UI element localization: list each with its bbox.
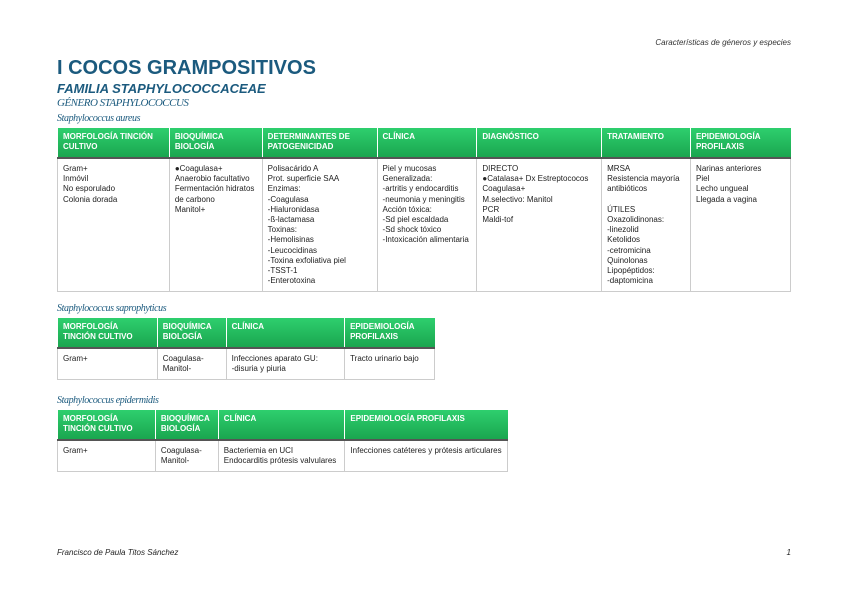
- cell-line: -neumonia y meningitis: [382, 194, 465, 204]
- cell-line: Llegada a vagina: [696, 194, 757, 204]
- cell-line: -Sd shock tóxico: [382, 225, 442, 235]
- cell-line: Toxinas:: [267, 225, 298, 235]
- cell-line: Gram+: [63, 446, 88, 455]
- table-cell: [477, 158, 602, 292]
- cell-line: DIRECTO: [482, 164, 519, 173]
- cell-line: -Sd piel escaldada: [382, 215, 449, 225]
- column-header: CLÍNICA: [218, 410, 345, 440]
- cell-line: Oxazolidinonas:: [607, 215, 665, 224]
- cell-line: -Toxina exfoliativa piel: [267, 255, 346, 265]
- table-cell: [58, 158, 170, 292]
- column-header: CLÍNICA: [226, 318, 344, 348]
- cell-line: MRSA: [607, 164, 631, 173]
- cell-line: Generalizada:: [382, 174, 433, 184]
- cell-line: ●Catalasa+ Dx Estreptococos: [482, 174, 589, 184]
- species-heading: Staphylococcus aureus: [57, 113, 141, 124]
- cell-line: Piel y mucosas: [382, 164, 437, 173]
- cell-line: Colonia dorada: [63, 194, 118, 204]
- cell-line: Maldi-tof: [482, 215, 514, 225]
- column-header: MORFOLOGÍA TINCIÓN CULTIVO: [58, 128, 170, 158]
- cell-line: Manitol-: [162, 364, 192, 374]
- column-header: BIOQUÍMICA BIOLOGÍA: [155, 410, 218, 440]
- cell-line: [607, 195, 685, 205]
- footer-author: Francisco de Paula Titos Sánchez: [57, 548, 179, 557]
- page-number: 1: [786, 548, 791, 557]
- cell-line: Lecho ungueal: [696, 184, 749, 194]
- table-row: [58, 158, 791, 292]
- cell-line: -ß-lactamasa: [267, 215, 315, 225]
- table-cell: [155, 440, 218, 472]
- cell-line: Resistencia mayoría antibióticos: [607, 174, 680, 194]
- cell-line: Piel: [696, 174, 710, 184]
- table-cell: [345, 348, 435, 380]
- column-header: BIOQUÍMICA BIOLOGÍA: [169, 128, 262, 158]
- cell-line: Lipopéptidos:: [607, 266, 655, 276]
- cell-line: Gram+: [63, 164, 88, 173]
- cell-line: Manitol+: [174, 204, 206, 214]
- running-header: Características de géneros y especies: [655, 38, 791, 47]
- column-header: MORFOLOGÍA TINCIÓN CULTIVO: [58, 318, 158, 348]
- column-header: DIAGNÓSTICO: [477, 128, 602, 158]
- cell-line: Prot. superficie SAA: [267, 174, 340, 184]
- cell-line: Inmóvil: [63, 174, 89, 184]
- cell-line: ●Coagulasa+: [174, 164, 223, 173]
- cell-line: -daptomicina: [607, 276, 653, 286]
- table-cell: [157, 348, 226, 380]
- cell-line: -Hemolisinas: [267, 235, 314, 245]
- table-cell: [262, 158, 377, 292]
- cell-line: PCR: [482, 204, 500, 214]
- table-cell: [345, 440, 508, 472]
- cell-line: Infecciones aparato GU:: [231, 354, 318, 363]
- table-cell: [602, 158, 691, 292]
- table-row: [58, 440, 508, 472]
- cell-line: Tracto urinario bajo: [350, 354, 419, 363]
- cell-line: Coagulasa-: [160, 446, 202, 455]
- cell-line: Manitol-: [160, 456, 190, 466]
- cell-line: Anaerobio facultativo: [174, 174, 250, 184]
- table-cell: [218, 440, 345, 472]
- table-cell: [58, 348, 158, 380]
- cell-line: Narinas anteriores: [696, 164, 762, 173]
- table-cell: [691, 158, 791, 292]
- cell-line: -Hialuronidasa: [267, 204, 320, 214]
- species-heading: Staphylococcus epidermidis: [57, 395, 159, 406]
- column-header: TRATAMIENTO: [602, 128, 691, 158]
- cell-line: -Intoxicación alimentaria: [382, 235, 469, 245]
- column-header: EPIDEMIOLOGÍA PROFILAXIS: [345, 318, 435, 348]
- cell-line: Coagulasa+: [482, 184, 526, 194]
- cell-line: M.selectivo: Manitol: [482, 194, 553, 204]
- cell-line: Coagulasa-: [162, 354, 204, 363]
- chapter-title: I COCOS GRAMPOSITIVOS: [57, 57, 316, 79]
- table-cell: [377, 158, 477, 292]
- table-cell: [58, 440, 156, 472]
- table-row: [58, 348, 435, 380]
- cell-line: -TSST-1: [267, 266, 298, 276]
- cell-line: Acción tóxica:: [382, 204, 432, 214]
- cell-line: -cetromicina: [607, 245, 651, 255]
- cell-line: -disuria y piuria: [231, 364, 286, 374]
- cell-line: -Leucocidinas: [267, 245, 318, 255]
- species-heading: Staphylococcus saprophyticus: [57, 303, 167, 314]
- aureus-table: [57, 128, 791, 292]
- cell-line: Infecciones catéteres y prótesis articulares: [350, 446, 502, 455]
- cell-line: Bacteriemia en UCI: [223, 446, 294, 455]
- cell-line: Polisacárido A: [267, 164, 319, 173]
- cell-line: Endocarditis prótesis valvulares: [223, 456, 337, 466]
- column-header: BIOQUÍMICA BIOLOGÍA: [157, 318, 226, 348]
- column-header: DETERMINANTES DE PATOGENICIDAD: [262, 128, 377, 158]
- cell-line: -Enterotoxina: [267, 276, 316, 286]
- cell-line: Quinolonas: [607, 255, 648, 265]
- cell-line: Fermentación hidratos de carbono: [174, 184, 255, 204]
- table-cell: [226, 348, 344, 380]
- cell-line: -Coagulasa: [267, 194, 309, 204]
- saprophyticus-table: [57, 318, 435, 380]
- cell-line: No esporulado: [63, 184, 116, 194]
- cell-line: ÚTILES: [607, 204, 636, 214]
- table-cell: [169, 158, 262, 292]
- cell-line: -artritis y endocarditis: [382, 184, 459, 194]
- column-header: EPIDEMIOLOGÍA PROFILAXIS: [691, 128, 791, 158]
- cell-line: Enzimas:: [267, 184, 301, 194]
- cell-line: Gram+: [63, 354, 88, 363]
- epidermidis-table: [57, 410, 508, 472]
- family-heading: FAMILIA STAPHYLOCOCCACEAE: [57, 81, 266, 96]
- column-header: CLÍNICA: [377, 128, 477, 158]
- column-header: MORFOLOGÍA TINCIÓN CULTIVO: [58, 410, 156, 440]
- genus-heading: GÉNERO STAPHYLOCOCCUS: [57, 97, 189, 109]
- cell-line: Ketolidos: [607, 235, 641, 245]
- cell-line: -linezolid: [607, 225, 639, 235]
- column-header: EPIDEMIOLOGÍA PROFILAXIS: [345, 410, 508, 440]
